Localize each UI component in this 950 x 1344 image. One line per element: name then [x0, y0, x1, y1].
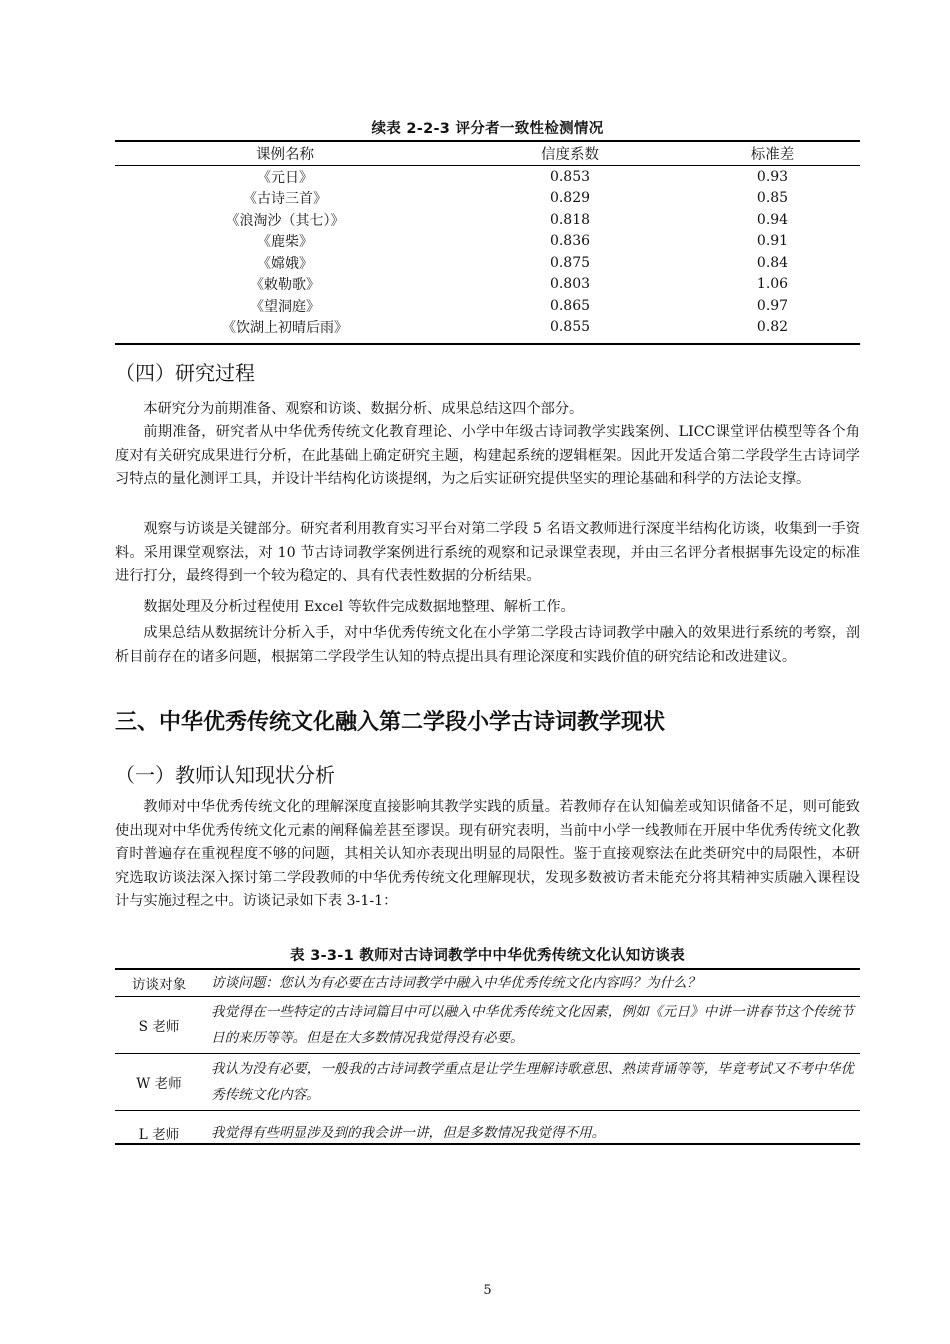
paragraph: 本研究分为前期准备、观察和访谈、数据分析、成果总结这四个部分。 — [143, 401, 584, 417]
chapter-heading: 三、中华优秀传统文化融入第二学段小学古诗词教学现状 — [115, 710, 666, 735]
section-heading: （四）研究过程 — [115, 361, 255, 385]
paragraph: 成果总结从数据统计分析入手，对中华优秀传统文化在小学第二学段古诗词教学中融入的效果进行系统的考察，剖析目前存在的诸多问题，根据第二学段学生认知的特点提出具有理论深度和实践价值的研究结论和改进建议。 — [115, 625, 860, 665]
lesson-name: 《饮湖上初晴后雨》 — [222, 320, 348, 337]
lesson-name: 《古诗三首》 — [243, 191, 327, 208]
interview-answer: 我觉得有些明显涉及到的我会讲一讲，但是多数情况我觉得不用。 — [211, 1125, 606, 1141]
table-row — [115, 188, 860, 210]
std-value: 0.82 — [756, 319, 789, 336]
table-caption: 续表 2-2-3 评分者一致性检测情况 — [371, 121, 604, 137]
std-value: 0.91 — [756, 233, 789, 250]
std-value: 0.84 — [756, 254, 789, 271]
interviewee: S 老师 — [115, 997, 203, 1054]
table-row — [115, 317, 860, 339]
std-value: 0.93 — [756, 168, 789, 185]
paragraph: 前期准备，研究者从中华优秀传统文化教育理论、小学中年级古诗词教学实践案例、LICC课堂评估模型等各个角度对有关研究成果进行分析，在此基础上确定研究主题，构建起系统的逻辑框架。因此开发适合第二学段学生古诗词学习特点的量化测评工具，并设计半结构化访谈提纲，为之后实证研究提供坚实的理论基础和科学的方法论支撑。 — [115, 424, 860, 488]
std-value: 0.97 — [756, 297, 789, 314]
reliability-table — [115, 141, 860, 338]
paragraph: 教师对中华优秀传统文化的理解深度直接影响其教学实践的质量。若教师存在认知偏差或知识储备不足，则可能致使出现对中华优秀传统文化元素的阐释偏差甚至谬误。现有研究表明，当前中小学一线教师在开展中华优秀传统文化教育时普遍存在重视程度不够的问题，其相关认知亦表现出明显的局限性。鉴于直接观察法在此类研究中的局限性，本研究选取访谈法深入探讨第二学段教师的中华优秀传统文化理解现状，发现多数被访者未能充分将其精神实质融入课程设计与实施过程之中。访谈记录如下表 3-1-1： — [115, 799, 860, 910]
table-row — [115, 1111, 860, 1156]
reliability-value: 0.865 — [549, 297, 591, 314]
reliability-value: 0.855 — [549, 319, 591, 336]
interview-question: 访谈问题：您认为有必要在古诗词教学中融入中华优秀传统文化内容吗？为什么？ — [203, 969, 860, 997]
column-header: 标准差 — [685, 141, 860, 166]
std-value: 0.85 — [756, 190, 789, 207]
lesson-name: 《嫦娥》 — [257, 255, 313, 272]
column-header: 信度系数 — [455, 141, 685, 166]
interview-table — [115, 969, 860, 1155]
table-row — [115, 997, 860, 1054]
table-row — [115, 295, 860, 317]
table-caption: 表 3-3-1 教师对古诗词教学中中华优秀传统文化认知访谈表 — [290, 948, 685, 964]
lesson-name: 《浪淘沙（其七）》 — [225, 212, 345, 229]
reliability-value: 0.875 — [549, 254, 591, 271]
table-row — [115, 209, 860, 231]
lesson-name: 《望洞庭》 — [250, 298, 320, 315]
interviewee: W 老师 — [115, 1054, 203, 1111]
std-value: 1.06 — [756, 276, 789, 293]
std-value: 0.94 — [756, 211, 789, 228]
lesson-name: 《元日》 — [257, 169, 313, 186]
table-row — [115, 166, 860, 188]
page-number: 5 — [483, 1283, 492, 1298]
interview-answer: 我觉得在一些特定的古诗词篇目中可以融入中华优秀传统文化因素，例如《元日》中讲一讲春节这个传统节日的来历等等。但是在大多数情况我觉得没有必要。 — [203, 997, 860, 1054]
lesson-name: 《鹿柴》 — [257, 234, 313, 251]
column-header: 课例名称 — [115, 141, 455, 166]
reliability-value: 0.829 — [549, 190, 591, 207]
interviewee: L 老师 — [138, 1127, 180, 1143]
table-row — [115, 252, 860, 274]
paragraph: 数据处理及分析过程使用 Excel 等软件完成数据地整理、解析工作。 — [143, 599, 575, 615]
document-page — [115, 0, 860, 1344]
reliability-value: 0.853 — [549, 168, 591, 185]
table-header-row — [115, 969, 860, 997]
lesson-name: 《敕勒歌》 — [250, 277, 320, 294]
reliability-value: 0.803 — [549, 276, 591, 293]
table-row — [115, 1054, 860, 1111]
table-bottom-rule — [115, 343, 860, 345]
reliability-value: 0.818 — [549, 211, 591, 228]
section-heading: （一）教师认知现状分析 — [115, 763, 335, 787]
reliability-value: 0.836 — [549, 233, 591, 250]
table-row — [115, 231, 860, 253]
table-bottom-rule — [115, 1143, 860, 1145]
table-row — [115, 274, 860, 296]
interviewee-header: 访谈对象 — [115, 969, 203, 997]
paragraph: 观察与访谈是关键部分。研究者利用教育实习平台对第二学段 5 名语文教师进行深度半结构化访谈，收集到一手资料。采用课堂观察法，对 10 节古诗词教学案例进行系统的观察和记录课堂表现，并由三名评分者根据事先设定的标准进行打分，最终得到一个较为稳定的、具有代表性数据的分析结果。 — [115, 521, 860, 585]
interview-answer: 我认为没有必要，一般我的古诗词教学重点是让学生理解诗歌意思、熟读背诵等等，毕竟考试又不考中华优秀传统文化内容。 — [203, 1054, 860, 1111]
table-header-row — [115, 141, 860, 166]
